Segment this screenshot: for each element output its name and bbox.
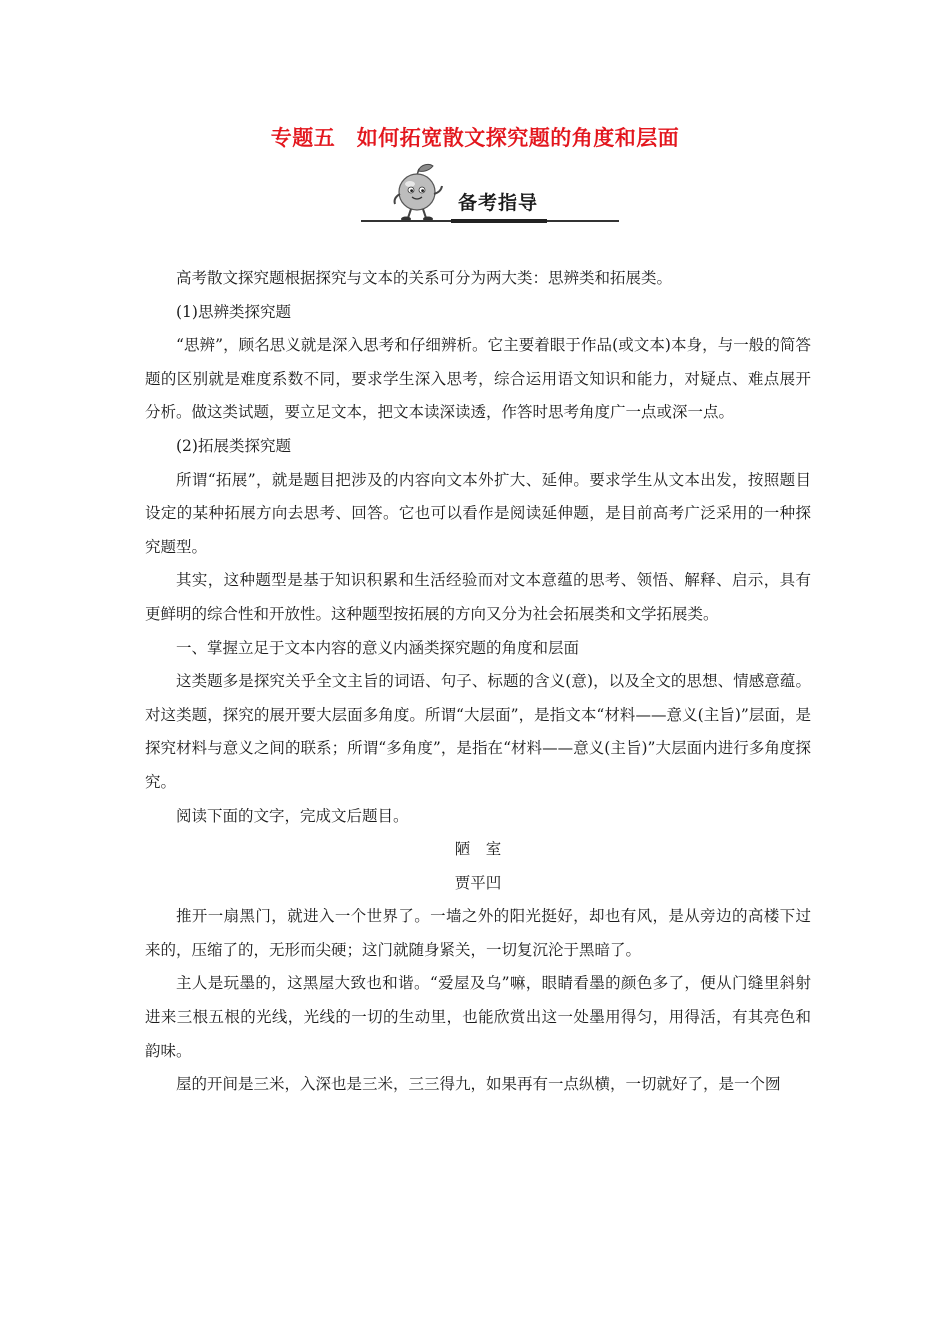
paragraph: 推开一扇黑门，就进入一个世界了。一墙之外的阳光挺好，却也有风，是从旁边的高楼下过来的，压缩了的，无形而尖硬；这门就随身紧关，一切复沉沦于黑暗了。 — [145, 907, 811, 959]
paragraph: (2)拓展类探究题 — [176, 436, 291, 455]
section-banner-label: 备考指导 — [458, 192, 539, 214]
apple-mascot-icon — [385, 162, 449, 224]
paragraph: 贾平凹 — [454, 873, 502, 892]
banner-divider-accent — [451, 219, 547, 223]
section-banner — [361, 162, 619, 224]
paragraph: 陋 室 — [454, 840, 502, 859]
paragraph: 阅读下面的文字，完成文后题目。 — [176, 806, 409, 825]
document-body — [145, 262, 811, 1102]
paragraph: 高考散文探究题根据探究与文本的关系可分为两大类：思辨类和拓展类。 — [176, 269, 673, 287]
paragraph: 这类题多是探究关乎全文主旨的词语、句子、标题的含义(意)，以及全文的思想、情感意蕴。对这类题，探究的展开要大层面多角度。所谓“大层面”，是指文本“材料——意义(主旨)”层面，是探究材料与意义之间的联系；所谓“多角度”，是指在“材料——意义(主旨)”大层面内进行多角度探究。 — [145, 672, 811, 791]
paragraph: 所谓“拓展”，就是题目把涉及的内容向文本外扩大、延伸。要求学生从文本出发，按照题目设定的某种拓展方向去思考、回答。它也可以看作是阅读延伸题，是目前高考广泛采用的一种探究题型。 — [145, 470, 811, 556]
paragraph: 其实，这种题型是基于知识积累和生活经验而对文本意蕴的思考、领悟、解释、启示，具有更鲜明的综合性和开放性。这种题型按拓展的方向又分为社会拓展类和文学拓展类。 — [145, 571, 811, 623]
page-title: 专题五 如何拓宽散文探究题的角度和层面 — [270, 126, 680, 150]
paragraph: 主人是玩墨的，这黑屋大致也和谐。“爱屋及乌”嘛，眼睛看墨的颜色多了，便从门缝里斜射进来三根五根的光线，光线的一切的生动里，也能欣赏出这一处墨用得匀，用得活，有其亮色和韵味。 — [145, 974, 811, 1060]
paragraph: 一、掌握立足于文本内容的意义内涵类探究题的角度和层面 — [176, 638, 580, 657]
paragraph: (1)思辨类探究题 — [176, 302, 291, 321]
paragraph: “思辨”，顾名思义就是深入思考和仔细辨析。它主要着眼于作品(或文本)本身，与一般的简答题的区别就是难度系数不同，要求学生深入思考，综合运用语文知识和能力，对疑点、难点展开分析。做这类试题，要立足文本，把文本读深读透，作答时思考角度广一点或深一点。 — [145, 336, 811, 422]
paragraph: 屋的开间是三米，入深也是三米，三三得九，如果再有一点纵横，一切就好了，是一个囫 — [176, 1075, 781, 1094]
